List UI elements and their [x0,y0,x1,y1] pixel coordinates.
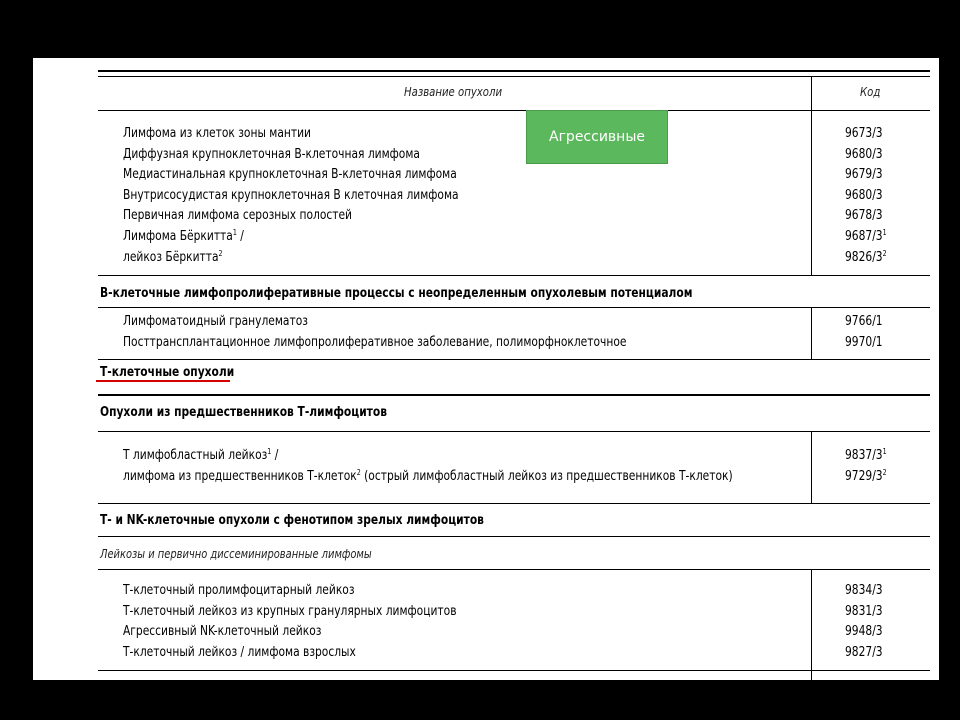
tumor-name-suffix: (острый лимфобластный лейкоз из предшественников Т-клеток) [360,467,733,484]
document-page [33,58,939,680]
icd-o-code [845,447,887,463]
icd-o-code-text: 9687/3 [845,228,883,244]
tumor-name-text: Первичная лимфома серозных полостей [123,207,352,224]
column-divider [811,76,812,111]
icd-o-code-text: 9766/1 [845,313,883,329]
section-title: Опухоли из предшественников Т-лимфоцитов [100,404,387,420]
footnote-mark: 2 [356,467,361,477]
section-rule [98,394,930,396]
icd-o-code-text: 9680/3 [845,145,883,162]
tumor-name [123,603,457,619]
tumor-name [123,447,278,463]
icd-o-code [845,313,883,329]
footnote-mark: 2 [218,248,223,258]
tumor-name-text: Посттрансплантационное лимфопролиферативное заболевание, полиморфноклеточное [123,333,627,350]
icd-o-code [845,582,883,598]
tumor-name-text: Т лимфобластный лейкоз [123,447,268,463]
tumor-name [123,228,244,244]
icd-o-code [845,644,883,660]
icd-o-code [845,249,887,265]
header-rule [98,110,930,111]
column-header-name: Название опухоли [404,84,503,99]
aggressive-label-badge: Агрессивные [526,110,668,164]
tumor-name-suffix: / [236,228,244,244]
tumor-name [123,582,355,598]
icd-o-code [845,603,883,619]
tumor-name [123,313,308,329]
tumor-name-text: Т-клеточный лейкоз / лимфома взрослых [123,643,356,660]
icd-o-code-text: 9831/3 [845,602,883,619]
tumor-name-text: Внутрисосудистая крупноклеточная B клеточная лимфома [123,186,459,203]
icd-o-code-text: 9729/3 [845,467,883,484]
icd-o-code [845,228,887,244]
icd-o-code [845,623,883,639]
icd-o-code-text: 9827/3 [845,643,883,660]
icd-o-code-text: 9948/3 [845,623,883,640]
tumor-name [123,334,626,350]
footnote-mark: 2 [882,248,887,258]
section-title: Т- и NK-клеточные опухоли с фенотипом зрелых лимфоцитов [100,512,484,528]
tumor-name [123,249,223,265]
tumor-name-text: Т-клеточный пролимфоцитарный лейкоз [123,582,355,598]
tumor-name [123,644,356,660]
icd-o-code [845,334,883,350]
icd-o-code-text: 9837/3 [845,447,883,463]
red-underline [96,380,230,382]
tumor-name-text: лейкоз Бёркитта [123,248,219,265]
section-rule [98,569,930,570]
icd-o-code-text: 9678/3 [845,207,883,224]
tumor-name-text: Медиастинальная крупноклеточная B-клеточная лимфома [123,166,457,183]
tumor-name-suffix: / [271,447,279,463]
section-rule [98,359,930,360]
icd-o-code [845,207,883,223]
icd-o-code-text: 9679/3 [845,166,883,183]
icd-o-code-text: 9680/3 [845,186,883,203]
icd-o-code [845,146,883,162]
footnote-mark: 1 [882,447,887,456]
icd-o-code-text: 9826/3 [845,248,883,265]
section-title: B-клеточные лимфопролиферативные процессы с неопределенным опухолевым потенциалом [100,285,693,301]
column-divider [811,307,812,360]
tumor-name [123,146,420,162]
column-divider [811,431,812,504]
icd-o-code [845,166,883,182]
tumor-name-text: Лимфома Бёркитта [123,228,233,244]
column-divider [811,569,812,680]
tumor-name-text: Лимфоматоидный гранулематоз [123,313,308,329]
tumor-name [123,207,352,223]
section-title-t-cell: Т-клеточные опухоли [100,364,235,380]
footnote-mark: 1 [267,447,272,456]
footnote-mark: 1 [232,228,237,237]
footnote-mark: 1 [882,228,887,237]
section-rule [98,431,930,432]
top-rule [98,70,930,72]
tumor-name-text: Диффузная крупноклеточная B-клеточная лимфома [123,145,420,162]
tumor-name-text: Т-клеточный лейкоз из крупных гранулярных лимфоцитов [123,602,457,619]
top-rule-thin [98,76,930,77]
icd-o-code [845,468,887,484]
tumor-name-text: лимфома из предшественников Т-клеток [123,467,357,484]
section-rule [98,536,930,537]
section-rule [98,275,930,276]
tumor-name-text: Агрессивный NK-клеточный лейкоз [123,623,322,640]
icd-o-code-text: 9970/1 [845,333,883,350]
tumor-name [123,468,733,484]
icd-o-code-text: 9834/3 [845,582,883,598]
subsection-title: Лейкозы и первично диссеминированные лимфомы [100,546,372,561]
tumor-name [123,125,311,141]
tumor-name [123,187,459,203]
icd-o-code-text: 9673/3 [845,125,883,141]
section-rule [98,670,930,671]
tumor-name-text: Лимфома из клеток зоны мантии [123,125,311,141]
tumor-name [123,623,321,639]
icd-o-code [845,187,883,203]
tumor-name [123,166,457,182]
section-rule [98,307,930,308]
icd-o-code [845,125,883,141]
column-divider [811,110,812,276]
footnote-mark: 2 [882,467,887,477]
section-rule [98,503,930,504]
column-header-code: Код [860,84,881,99]
